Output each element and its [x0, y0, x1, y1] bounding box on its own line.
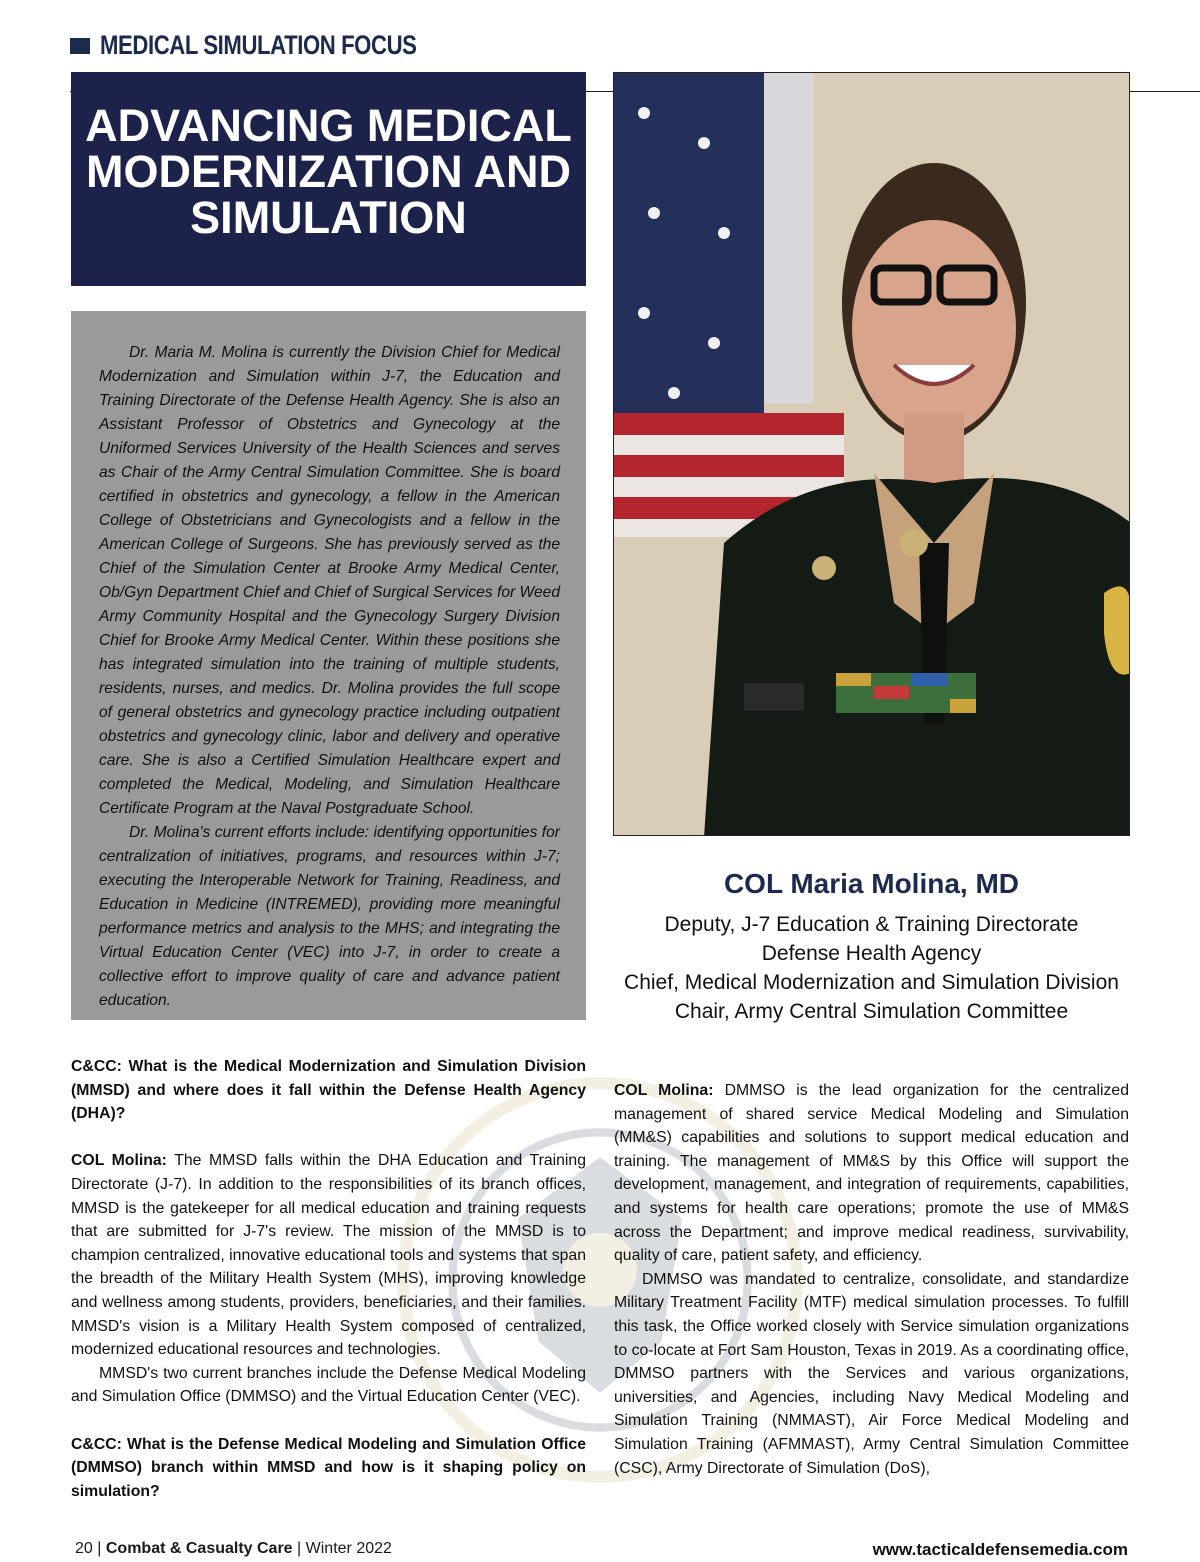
bio-paragraph-2: Dr. Molina's current efforts include: identifying opportunities for centralization of initiatives, programs, and resources within J-7; executing the Interoperable Network for Training, Readiness, and Education in Medicine (INTREMED), providing more meaningful performance metrics and analysis to the MHS; and integrating the Virtual Education Center (VEC) into J-7, in order to create a collective effort to improve quality of care and advance patient education. [99, 824, 560, 1009]
section-square-icon [70, 38, 90, 54]
website-url[interactable]: www.tacticaldefensemedia.com [872, 1540, 1128, 1559]
publication-name: Combat & Casualty Care [105, 1540, 293, 1557]
footer-separator-2: | [297, 1540, 302, 1557]
question-1: C&CC: What is the Medical Modernization and Simulation Division (MMSD) and where does it fall within the Defense Health Agency (DHA)? [71, 1058, 586, 1123]
answer-1 [71, 1149, 586, 1361]
title-box [71, 72, 586, 286]
section-label: MEDICAL SIMULATION FOCUS [100, 30, 417, 60]
caption-name: COL Maria Molina, MD [723, 868, 1020, 899]
issue-date: Winter 2022 [305, 1540, 392, 1557]
answer-1-paragraph-2: MMSD's two current branches include the Defense Medical Modeling and Simulation Office (DMMSO) and the Virtual Education Center (VEC). [71, 1364, 586, 1406]
caption-line-2: Defense Health Agency [761, 942, 982, 965]
footer-left [75, 1540, 392, 1558]
answer-2-paragraph-2: DMMSO was mandated to centralize, consolidate, and standardize Military Treatment Facility (MTF) medical simulation processes. To fulfill this task, the Office worked closely with Service simulation organizations to co-locate at Fort Sam Houston, Texas in 2019. As a coordinating office, DMMSO partners with the Services and various organizations, universities, and Agencies, including Navy Medical Modeling and Simulation Training (NMMAST), Air Force Medical Modeling and Simulation Training (AFMMAST), Army Central Simulation Committee (CSC), Army Directorate of Simulation (DoS), [614, 1270, 1129, 1477]
answer-2-speaker: COL Molina: [614, 1082, 714, 1099]
left-column [71, 1055, 586, 1503]
answer-2 [614, 1079, 1129, 1268]
page-number: 20 [75, 1540, 93, 1557]
right-column [614, 1079, 1129, 1480]
page-footer [75, 1540, 1128, 1562]
article-title: ADVANCING MEDICAL MODERNIZATION AND SIMULATION [85, 100, 572, 243]
section-header [70, 30, 1130, 60]
portrait-photo [613, 72, 1130, 836]
answer-1-speaker: COL Molina: [71, 1152, 167, 1170]
caption-line-1: Deputy, J-7 Education & Training Directorate [664, 913, 1079, 936]
bio-box [71, 311, 586, 1020]
caption-line-4: Chair, Army Central Simulation Committee [674, 1000, 1069, 1023]
bio-paragraph-1: Dr. Maria M. Molina is currently the Division Chief for Medical Modernization and Simulation within J-7, the Education and Training Directorate of the Defense Health Agency. She is also an Assistant Professor of Obstetrics and Gynecology at the Uniformed Services University of the Health Sciences and serves as Chair of the Army Central Simulation Committee. She is board certified in obstetrics and gynecology, a fellow in the American College of Obstetricians and Gynecologists and a fellow in the American College of Surgeons. She has previously served as the Chief of the Simulation Center at Brooke Army Medical Center, Ob/Gyn Department Chief and Chief of Surgical Services for Weed Army Community Hospital and the Gynecology Surgery Division Chief for Brooke Army Medical Center. Within these positions she has integrated simulation into the training of multiple students, residents, nurses, and medics. Dr. Molina provides the full scope of general obstetrics and gynecology practice including outpatient obstetrics and gynecology clinic, labor and delivery and operative care. She is also a Certified Simulation Healthcare expert and completed the Medical, Modeling, and Simulation Healthcare Certificate Program at the Naval Postgraduate School. [99, 344, 560, 817]
portrait-illustration [614, 73, 1130, 836]
answer-1-text: The MMSD falls within the DHA Education and Training Directorate (J-7). In addition to the responsibilities of its branch offices, MMSD is the gatekeeper for all medical education and training requests that are submitted for J-7's review. The mission of the MMSD is to champion centralized, innovative educational tools and systems that span the breadth of the Military Health System (MHS), improving knowledge and wellness among students, providers, beneficiaries, and their families. MMSD's vision is a Military Health System composed of centralized, modernized educational resources and technologies. [71, 1152, 586, 1359]
question-2: C&CC: What is the Defense Medical Modeling and Simulation Office (DMMSO) branch within MMSD and how is it shaping policy on simulation? [71, 1435, 586, 1500]
answer-2-text: DMMSO is the lead organization for the centralized management of shared service Medical Modeling and Simulation (MM&S) capabilities and solutions to support medical education and training. The management of MM&S by this Office will support the development, management, and integration of requirements, capabilities, and systems for health care operations; promote the use of MM&S across the Department; and improve medical readiness, survivability, quality of care, patient safety, and efficiency. [614, 1082, 1130, 1265]
footer-separator-1: | [97, 1540, 102, 1557]
photo-caption [613, 866, 1130, 1026]
caption-line-3: Chief, Medical Modernization and Simulation Division [624, 971, 1119, 994]
